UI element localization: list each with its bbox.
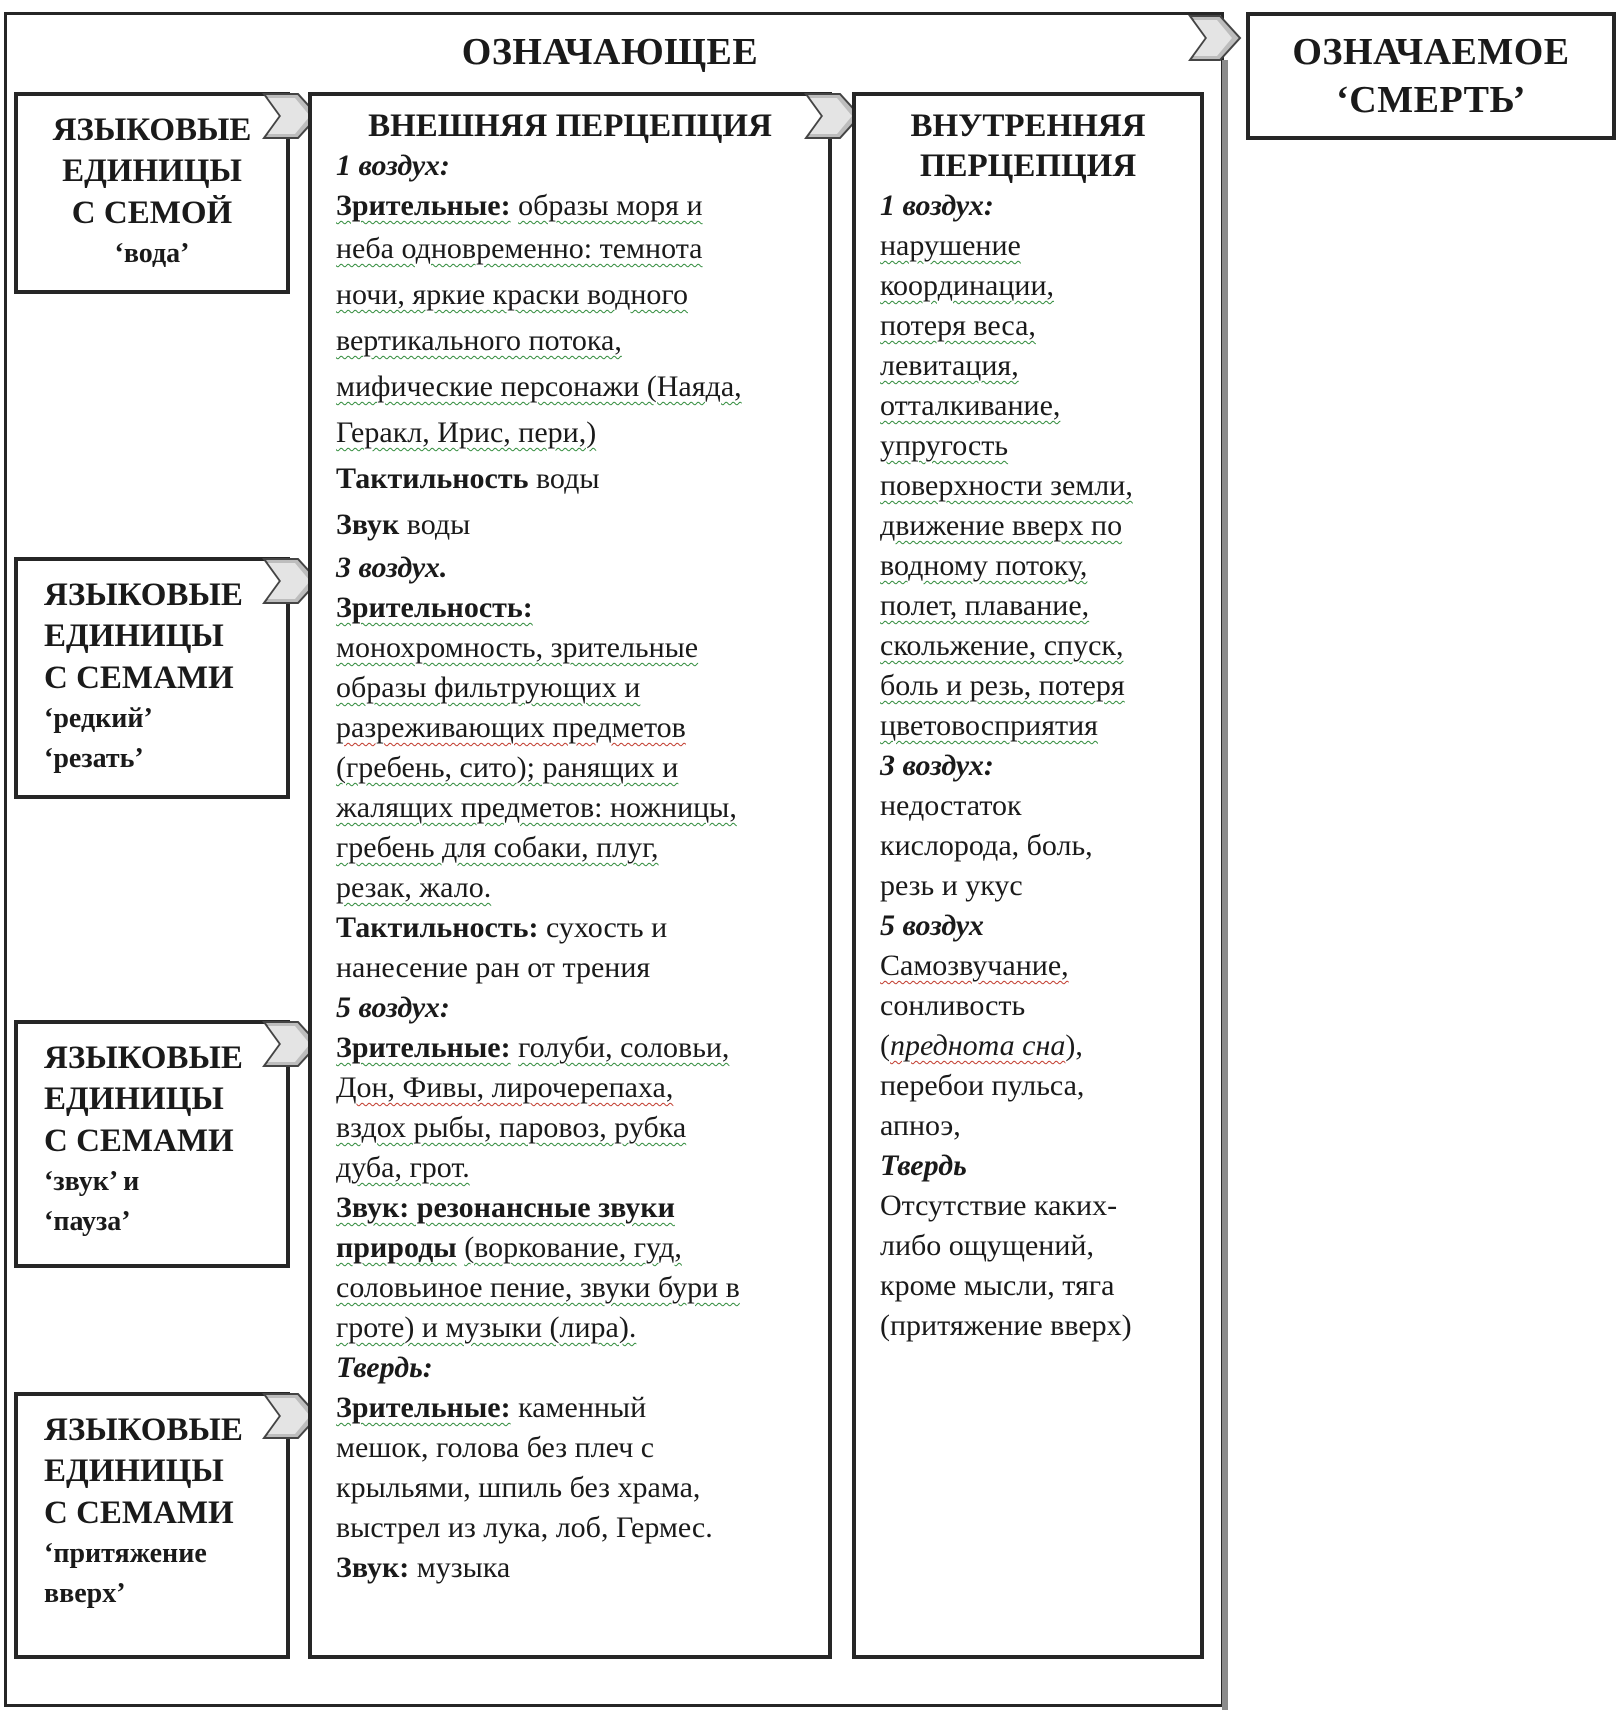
external-s1-tactile-text: воды [535,462,600,495]
external-title: ВНЕШНЯЯ ПЕРЦЕПЦИЯ [368,108,772,144]
internal-s5-line: Самозвучание, [880,949,1069,982]
unit-seme: ‘притяжение [44,1537,207,1569]
external-s5-visual-label: Зрительные: [336,1031,511,1064]
internal-s5-paren-open: ( [880,1029,890,1062]
internal-firm-line: Отсутствие каких- [880,1189,1118,1222]
external-firm-visual [336,1388,828,1428]
external-firm-visual-line: мешок, голова без плеч с [336,1431,655,1464]
unit-label: ЯЗЫКОВЫЕ [44,1040,243,1076]
external-s3-tactile [336,908,828,948]
unit-box-water [14,92,290,294]
internal-s1-line: цветовосприятия [880,709,1098,742]
arrow-signifier-to-signified [1186,14,1242,62]
internal-s5-line: перебои пульса, [880,1069,1085,1102]
external-s1-visual-line: образы моря и [518,189,703,222]
internal-s5-paren [880,1026,1200,1066]
external-s1-visual-line: мифические персонажи (Наяда, [336,370,742,403]
external-s3-visual-line: резак, жало. [336,871,492,904]
unit-label: С СЕМАМИ [44,1122,234,1159]
external-s5-head: 5 воздух: [336,991,450,1024]
external-s5-visual-line: голуби, соловьи, [518,1031,730,1064]
unit-box-attraction-up [14,1392,290,1659]
external-s3-visual-label: Зрительность: [336,591,533,624]
external-s5-sound-label2: природы [336,1231,457,1264]
external-s5-sound-line: гроте) и музыки (лира). [336,1311,637,1344]
external-s3-head: 3 воздух. [336,551,448,584]
internal-title-line2: ПЕРЦЕПЦИЯ [919,148,1137,184]
external-s5-sound [336,1228,828,1268]
external-s5-visual-line: Дон, Фивы, лирочерепаха, [336,1071,674,1104]
unit-label: ЕДИНИЦЫ [62,153,242,190]
external-s1-tactile-label: Тактильность [336,462,529,495]
external-firm-head: Твердь: [336,1351,433,1384]
external-perception-box [308,92,832,1659]
internal-s1-line: поверхности земли, [880,469,1133,502]
external-s3-tactile-label: Тактильность: [336,911,539,944]
internal-s1-line: потеря веса, [880,309,1036,342]
internal-s1-line: движение вверх по [880,509,1123,542]
internal-s1-line: полет, плавание, [880,589,1090,622]
unit-label: ЯЗЫКОВЫЕ [44,1412,243,1448]
external-s1-head: 1 воздух: [336,149,450,182]
external-s3-tactile-line: нанесение ран от трения [336,951,651,984]
external-firm-sound-text: музыка [416,1551,511,1584]
external-s1-visual-label: Зрительные: [336,189,511,222]
external-s1-sound-label: Звук [336,508,400,541]
unit-label: ЯЗЫКОВЫЕ [52,112,252,148]
unit-label: С СЕМАМИ [44,1494,234,1531]
unit-label: ЕДИНИЦЫ [44,1453,224,1490]
unit-label: С СЕМАМИ [44,659,234,696]
external-s1-visual-line: неба одновременно: темнота [336,232,703,265]
internal-perception-box [852,92,1204,1659]
internal-s5-line: сонливость [880,989,1026,1022]
internal-s3-line: кислорода, боль, [880,829,1093,862]
internal-title-line1: ВНУТРЕННЯЯ [910,108,1146,144]
internal-s1-line: водному потоку, [880,549,1088,582]
external-s1-visual-line: вертикального потока, [336,324,622,357]
internal-s5-line: апноэ, [880,1109,961,1142]
external-s3-visual-line: монохромность, зрительные [336,631,699,664]
internal-s5-paren-close: ), [1065,1029,1083,1062]
internal-s5-paren-italic: преднота сна [890,1029,1066,1062]
signified-line2: ‘СМЕРТЬ’ [1336,79,1526,121]
external-firm-visual-line: каменный [518,1391,647,1424]
unit-box-rare-cut [14,557,290,799]
unit-seme: ‘пауза’ [44,1206,131,1238]
external-s1-sound-text: воды [406,508,471,541]
external-firm-visual-line: выстрел из лука, лоб, Гермес. [336,1511,713,1544]
external-s5-sound-line: (воркование, гуд, [464,1231,682,1264]
unit-label: ЕДИНИЦЫ [44,618,224,655]
external-s1-visual [336,186,828,226]
external-firm-sound [336,1548,828,1588]
internal-s1-line: скольжение, спуск, [880,629,1124,662]
unit-box-sound-pause [14,1020,290,1268]
external-s1-visual-line: ночи, яркие краски водного [336,278,688,311]
external-firm-visual-line: крыльями, шпиль без храма, [336,1471,701,1504]
external-s5-sound-label: Звук: резонансные звуки [336,1191,675,1224]
signified-line1: ОЗНАЧАЕМОЕ [1292,31,1570,73]
unit-label: ЕДИНИЦЫ [44,1081,224,1118]
internal-firm-line: кроме мысли, тяга [880,1269,1115,1302]
unit-label: С СЕМОЙ [71,194,233,231]
signifier-frame-shadow [1222,60,1228,1710]
signified-title [1250,16,1612,124]
unit-label: ЯЗЫКОВЫЕ [44,577,243,613]
external-s1-sound [336,502,828,548]
external-s3-visual-line: разреживающих предметов [336,711,686,744]
unit-seme: ‘редкий’ [44,702,153,734]
internal-s1-head: 1 воздух: [880,189,994,222]
internal-firm-line: (притяжение вверх) [880,1309,1132,1342]
external-firm-sound-label: Звук: [336,1551,410,1584]
unit-seme: ‘вода’ [114,237,190,269]
internal-s1-line: левитация, [880,349,1019,382]
external-firm-visual-label: Зрительные: [336,1391,511,1424]
internal-s3-line: резь и укус [880,869,1023,902]
external-s3-visual-line: образы фильтрующих и [336,671,641,704]
external-s5-visual [336,1028,828,1068]
signified-box [1246,12,1616,140]
external-s3-visual-line: (гребень, сито); ранящих и [336,751,679,784]
external-s3-visual-line: гребень для собаки, плуг, [336,831,659,864]
external-s5-sound-line: соловьиное пение, звуки бури в [336,1271,740,1304]
internal-s1-line: упругость [880,429,1009,462]
internal-s3-head: 3 воздух: [880,749,994,782]
internal-s1-line: нарушение [880,229,1021,262]
internal-s3-line: недостаток [880,789,1022,822]
external-s3-visual-line: жалящих предметов: ножницы, [336,791,737,824]
unit-seme: ‘резать’ [44,743,144,775]
internal-s1-line: боль и резь, потеря [880,669,1125,702]
unit-seme: ‘звук’ и [44,1165,140,1197]
external-s5-visual-line: вздох рыбы, паровоз, рубка [336,1111,687,1144]
external-s1-visual-line: Геракл, Ирис, пери,) [336,416,597,449]
internal-s1-line: отталкивание, [880,389,1061,422]
external-s5-visual-line: дуба, грот. [336,1151,470,1184]
internal-firm-head: Твердь [880,1149,967,1182]
signifier-title: ОЗНАЧАЮЩЕЕ [461,31,759,73]
internal-s5-head: 5 воздух [880,909,984,942]
internal-s1-line: координации, [880,269,1055,302]
internal-firm-line: либо ощущений, [880,1229,1094,1262]
external-s1-tactile [336,456,828,502]
external-s3-tactile-line: сухость и [545,911,668,944]
unit-seme: вверх’ [44,1578,126,1610]
